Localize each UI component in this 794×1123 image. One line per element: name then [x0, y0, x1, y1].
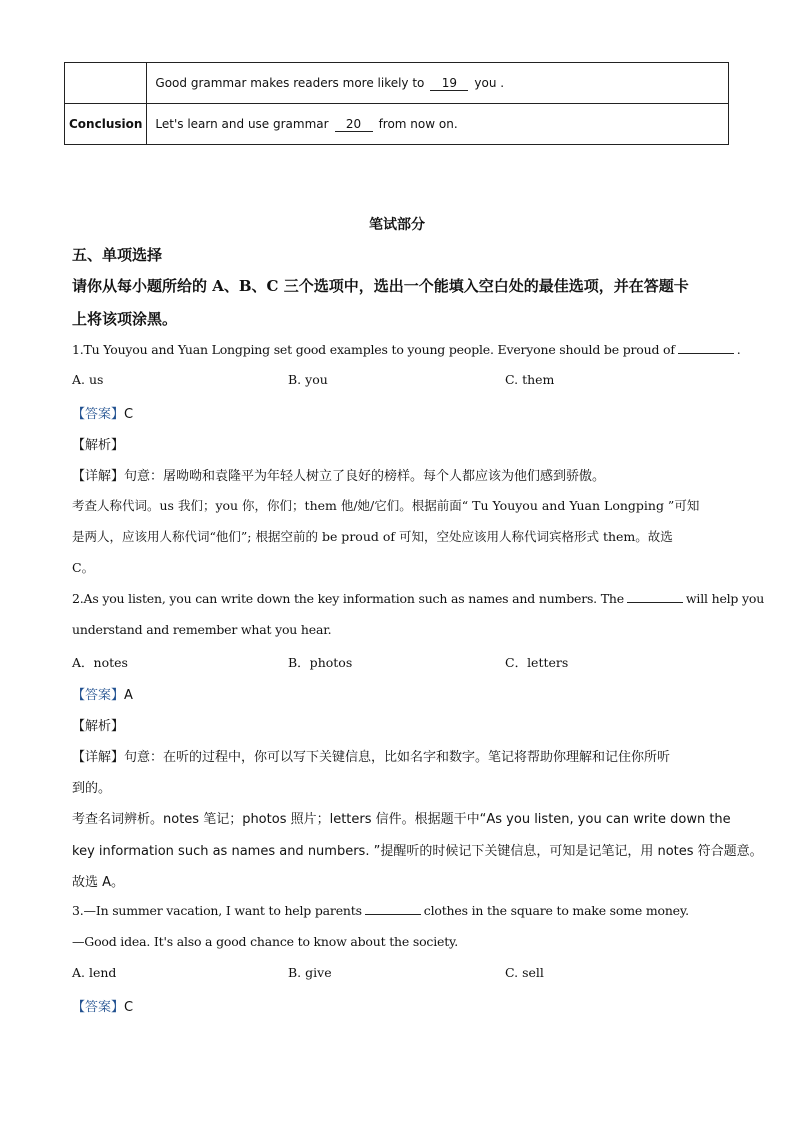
question-stem-cont: understand and remember what you hear.	[72, 622, 332, 637]
answer-line	[72, 996, 732, 1015]
explain-line: 是两人，应该用人称代词“他们”; 根据空前的 be proud of 可知，空处应该用人称代词宾格形式 them。故选	[72, 529, 673, 544]
analysis-label: 【解析】	[72, 438, 125, 453]
detail-line: 【详解】句意：在听的过程中，你可以写下关键信息，比如名字和数字。笔记将帮助你理解和记住你所听	[72, 750, 671, 765]
option-b: B. you	[288, 372, 328, 387]
answer-label: 【答案】	[72, 1000, 125, 1015]
answer-blank	[627, 590, 683, 603]
option-c: C. them	[505, 372, 555, 387]
answer-value: C	[124, 407, 134, 422]
outline-table	[64, 62, 729, 145]
table-cell	[147, 63, 729, 104]
question-stem-cont: —Good idea. It's also a good chance to know about the society.	[72, 934, 458, 949]
cell-text: from now on.	[378, 116, 458, 131]
answer-blank	[678, 341, 734, 354]
stem-text: 3.—In summer vacation, I want to help parents	[72, 903, 362, 918]
detail-line: 到的。	[72, 781, 112, 796]
instruction-line: 上将该项涂黑。	[72, 310, 178, 328]
option-c: C．letters	[505, 655, 569, 670]
blank-19: 19	[430, 76, 468, 91]
table-row-label: Conclusion	[65, 104, 147, 145]
answer-line	[72, 684, 732, 703]
question-stem	[72, 590, 765, 606]
answer-label: 【答案】	[72, 407, 125, 422]
stem-text: 2.As you listen, you can write down the key information such as names and numbers. The	[72, 591, 624, 606]
option-a: A. us	[72, 372, 104, 387]
section-heading: 五、单项选择	[72, 246, 163, 264]
table-row-label	[65, 63, 147, 104]
answer-value: C	[124, 1000, 134, 1015]
option-a: A．notes	[72, 655, 128, 670]
blank-20: 20	[335, 117, 373, 132]
question-stem	[72, 341, 741, 357]
explain-line: 考查人称代词。us 我们；you 你，你们；them 他/她/它们。根据前面“ Tu Youyou and Yuan Longping ”可知	[72, 498, 700, 513]
table-row	[65, 104, 729, 145]
question-stem	[72, 902, 732, 918]
answer-line	[72, 403, 732, 422]
option-c: C. sell	[505, 965, 544, 980]
table-cell	[147, 104, 729, 145]
analysis-label: 【解析】	[72, 719, 125, 734]
cell-text: Good grammar makes readers more likely to	[155, 75, 425, 90]
explain-line: 故选 A。	[72, 875, 125, 890]
stem-text: 1.Tu Youyou and Yuan Longping set good examples to young people. Everyone should be proud of	[72, 342, 675, 357]
option-b: B. give	[288, 965, 332, 980]
section-title: 笔试部分	[369, 217, 425, 233]
cell-text: Let's learn and use grammar	[155, 116, 329, 131]
instruction-line: 请你从每小题所给的 A、B、C 三个选项中，选出一个能填入空白处的最佳选项，并在答题卡	[72, 277, 689, 295]
detail-line: 【详解】句意：屠呦呦和袁隆平为年轻人树立了良好的榜样。每个人都应该为他们感到骄傲。	[72, 469, 606, 484]
answer-value: A	[124, 688, 133, 703]
answer-label: 【答案】	[72, 688, 125, 703]
stem-text: will help you	[685, 591, 765, 606]
answer-blank	[365, 902, 421, 915]
table-row	[65, 63, 729, 104]
cell-text: you .	[474, 75, 505, 90]
option-b: B．photos	[288, 655, 353, 670]
stem-text: clothes in the square to make some money.	[423, 903, 689, 918]
explain-line: 考查名词辨析。notes 笔记；photos 照片；letters 信件。根据题干中“As you listen, you can write down the	[72, 812, 731, 827]
explain-line: key information such as names and numbers. ”提醒听的时候记下关键信息，可知是记笔记，用 notes 符合题意。	[72, 844, 763, 859]
stem-text: .	[736, 342, 741, 357]
explain-line: C。	[72, 560, 95, 575]
option-a: A. lend	[72, 965, 117, 980]
